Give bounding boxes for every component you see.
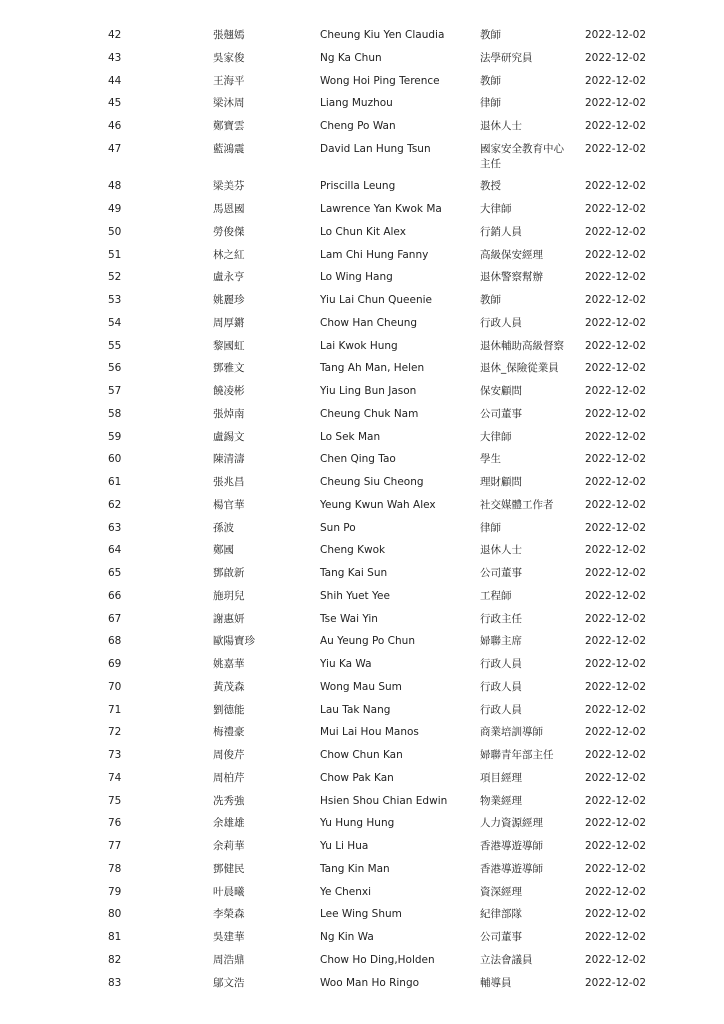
signed-date: 2022-12-02 [585, 749, 647, 761]
table-row [0, 835, 724, 858]
signed-date: 2022-12-02 [585, 316, 647, 329]
position-title: 退休輔助高級督察 [480, 339, 564, 352]
position-title: 紀律部隊 [480, 908, 522, 921]
position-title: 公司董事 [480, 567, 522, 579]
row-number: 65 [108, 567, 122, 579]
position-title: 律師 [480, 97, 501, 110]
position-title: 社交媒體工作者 [480, 498, 554, 511]
signed-date: 2022-12-02 [585, 521, 647, 534]
row-number: 79 [108, 885, 122, 898]
signed-date: 2022-12-02 [585, 635, 647, 648]
english-name: Yu Hung Hung [320, 817, 395, 830]
chinese-name: 叶晨曦 [213, 885, 245, 898]
chinese-name: 楊官華 [213, 498, 245, 511]
row-number: 49 [108, 203, 122, 215]
row-number: 82 [108, 953, 122, 966]
signed-date: 2022-12-02 [585, 120, 647, 132]
position-title: 學生 [480, 453, 501, 466]
english-name: Tang Kai Sun [320, 567, 388, 579]
chinese-name: 黎國虹 [213, 339, 245, 352]
table-row [0, 448, 724, 471]
table-row [0, 312, 724, 335]
position-title: 物業經理 [480, 794, 522, 807]
table-row [0, 539, 724, 562]
row-number: 81 [108, 931, 122, 943]
table-row [0, 949, 724, 972]
position-title: 行政人員 [480, 680, 522, 693]
english-name: Yiu Lai Chun Queenie [320, 294, 432, 306]
signed-date: 2022-12-02 [585, 612, 647, 625]
position-title: 婦聯主席 [480, 635, 522, 648]
chinese-name: 張兆昌 [213, 476, 245, 488]
position-title: 大律師 [480, 203, 512, 215]
row-number: 55 [108, 339, 122, 352]
table-row [0, 494, 724, 517]
row-number: 62 [108, 498, 122, 511]
position-title: 行政人員 [480, 316, 522, 329]
english-name: Cheung Siu Cheong [320, 476, 424, 488]
signed-date: 2022-12-02 [585, 794, 647, 807]
position-title: 工程師 [480, 589, 512, 602]
signed-date: 2022-12-02 [585, 476, 647, 488]
table-row [0, 812, 724, 835]
row-number: 68 [108, 635, 122, 648]
position-title: 退休人士 [480, 544, 522, 557]
table-row [0, 630, 724, 653]
position-title: 婦聯青年部主任 [480, 749, 554, 761]
table-row [0, 790, 724, 813]
english-name: Chow Chun Kan [320, 749, 403, 761]
table-row [0, 138, 724, 176]
position-title: 教授 [480, 180, 501, 193]
table-row [0, 972, 724, 995]
english-name: Chow Pak Kan [320, 771, 394, 784]
position-title: 保安顧問 [480, 385, 522, 397]
signed-date: 2022-12-02 [585, 385, 647, 397]
row-number: 75 [108, 794, 122, 807]
english-name: Yiu Ling Bun Jason [320, 385, 417, 397]
row-number: 57 [108, 385, 122, 397]
chinese-name: 鄔文浩 [213, 976, 245, 989]
signed-date: 2022-12-02 [585, 976, 647, 989]
chinese-name: 吳建華 [213, 931, 245, 943]
table-row [0, 92, 724, 115]
signed-date: 2022-12-02 [585, 885, 647, 898]
signed-date: 2022-12-02 [585, 362, 647, 375]
row-number: 58 [108, 407, 122, 420]
english-name: Lo Chun Kit Alex [320, 225, 406, 238]
table-row [0, 24, 724, 47]
english-name: Cheung Kiu Yen Claudia [320, 29, 445, 41]
row-number: 54 [108, 316, 122, 329]
row-number: 80 [108, 908, 122, 921]
position-title: 項目經理 [480, 771, 522, 784]
table-row [0, 562, 724, 585]
row-number: 78 [108, 862, 122, 875]
chinese-name: 饒凌彬 [213, 385, 245, 397]
table-row [0, 175, 724, 198]
position-title: 立法會議員 [480, 953, 533, 966]
table-row [0, 335, 724, 358]
table-row [0, 585, 724, 608]
position-title: 教師 [480, 74, 501, 87]
chinese-name: 施玥兒 [213, 589, 245, 602]
chinese-name: 梁美芬 [213, 180, 245, 193]
signed-date: 2022-12-02 [585, 225, 647, 238]
position-title: 退休_保險從業員 [480, 362, 559, 375]
chinese-name: 周浩鼎 [213, 953, 245, 966]
english-name: Liang Muzhou [320, 97, 393, 110]
table-row [0, 289, 724, 312]
signed-date: 2022-12-02 [585, 74, 647, 87]
signed-date: 2022-12-02 [585, 51, 647, 64]
chinese-name: 陳清濤 [213, 453, 245, 466]
row-number: 48 [108, 180, 122, 193]
english-name: Wong Hoi Ping Terence [320, 74, 440, 87]
row-number: 83 [108, 976, 122, 989]
signed-date: 2022-12-02 [585, 142, 647, 155]
english-name: Tse Wai Yin [320, 612, 378, 625]
signatory-table [0, 24, 724, 994]
chinese-name: 藍鴻震 [213, 142, 245, 155]
chinese-name: 周俊芹 [213, 749, 245, 761]
table-row [0, 517, 724, 540]
table-row [0, 403, 724, 426]
signed-date: 2022-12-02 [585, 544, 647, 557]
signed-date: 2022-12-02 [585, 294, 647, 306]
english-name: Hsien Shou Chian Edwin [320, 794, 448, 807]
english-name: Yiu Ka Wa [320, 658, 372, 670]
signed-date: 2022-12-02 [585, 97, 647, 110]
chinese-name: 張翹嫣 [213, 29, 245, 41]
table-row [0, 221, 724, 244]
position-title: 教師 [480, 294, 501, 306]
chinese-name: 梅禮豪 [213, 726, 245, 739]
signed-date: 2022-12-02 [585, 953, 647, 966]
chinese-name: 姚嘉華 [213, 658, 245, 670]
position-title: 退休人士 [480, 120, 522, 132]
signed-date: 2022-12-02 [585, 771, 647, 784]
signed-date: 2022-12-02 [585, 908, 647, 921]
row-number: 74 [108, 771, 122, 784]
row-number: 73 [108, 749, 122, 761]
table-row [0, 653, 724, 676]
row-number: 46 [108, 120, 122, 132]
table-row [0, 426, 724, 449]
english-name: Chen Qing Tao [320, 453, 396, 466]
signed-date: 2022-12-02 [585, 407, 647, 420]
row-number: 64 [108, 544, 122, 557]
row-number: 61 [108, 476, 122, 488]
chinese-name: 鄭寶雲 [213, 120, 245, 132]
chinese-name: 馬恩國 [213, 203, 245, 215]
english-name: Tang Kin Man [320, 862, 390, 875]
signed-date: 2022-12-02 [585, 271, 647, 284]
english-name: Wong Mau Sum [320, 680, 402, 693]
table-row [0, 115, 724, 138]
table-row [0, 721, 724, 744]
signed-date: 2022-12-02 [585, 817, 647, 830]
position-title: 教師 [480, 29, 501, 41]
chinese-name: 鄭國 [213, 544, 234, 557]
english-name: Chow Han Cheung [320, 316, 418, 329]
chinese-name: 冼秀強 [213, 794, 245, 807]
row-number: 63 [108, 521, 122, 534]
row-number: 51 [108, 248, 122, 261]
position-title: 國家安全教育中心主任 [480, 142, 564, 170]
english-name: Chow Ho Ding,Holden [320, 953, 435, 966]
signed-date: 2022-12-02 [585, 453, 647, 466]
english-name: Lam Chi Hung Fanny [320, 248, 429, 261]
row-number: 47 [108, 142, 122, 155]
table-row [0, 767, 724, 790]
english-name: Cheng Po Wan [320, 120, 396, 132]
chinese-name: 鄧啟新 [213, 567, 245, 579]
english-name: Au Yeung Po Chun [320, 635, 415, 648]
english-name: Lai Kwok Hung [320, 339, 398, 352]
english-name: Tang Ah Man, Helen [320, 362, 425, 375]
position-title: 行政主任 [480, 612, 522, 625]
english-name: Lawrence Yan Kwok Ma [320, 203, 442, 215]
chinese-name: 勞俊傑 [213, 225, 245, 238]
english-name: Priscilla Leung [320, 180, 396, 193]
table-row [0, 881, 724, 904]
signed-date: 2022-12-02 [585, 430, 647, 443]
chinese-name: 周柏芹 [213, 771, 245, 784]
row-number: 44 [108, 74, 122, 87]
chinese-name: 孫波 [213, 521, 234, 534]
position-title: 律師 [480, 521, 501, 534]
signed-date: 2022-12-02 [585, 567, 647, 579]
row-number: 67 [108, 612, 122, 625]
table-row [0, 47, 724, 70]
row-number: 59 [108, 430, 122, 443]
signed-date: 2022-12-02 [585, 180, 647, 193]
chinese-name: 吳家俊 [213, 51, 245, 64]
table-row [0, 357, 724, 380]
position-title: 人力資源經理 [480, 817, 543, 830]
position-title: 行政人員 [480, 658, 522, 670]
signed-date: 2022-12-02 [585, 840, 647, 852]
row-number: 76 [108, 817, 122, 830]
position-title: 法學研究員 [480, 51, 533, 64]
english-name: David Lan Hung Tsun [320, 142, 431, 155]
chinese-name: 梁沐周 [213, 97, 245, 110]
signed-date: 2022-12-02 [585, 680, 647, 693]
row-number: 60 [108, 453, 122, 466]
english-name: Yeung Kwun Wah Alex [320, 498, 436, 511]
signed-date: 2022-12-02 [585, 862, 647, 875]
table-row [0, 608, 724, 631]
english-name: Lau Tak Nang [320, 703, 391, 716]
english-name: Lo Wing Hang [320, 271, 393, 284]
row-number: 69 [108, 658, 122, 670]
signed-date: 2022-12-02 [585, 248, 647, 261]
english-name: Ng Ka Chun [320, 51, 382, 64]
signed-date: 2022-12-02 [585, 658, 647, 670]
row-number: 50 [108, 225, 122, 238]
table-row [0, 70, 724, 93]
row-number: 56 [108, 362, 122, 375]
row-number: 52 [108, 271, 122, 284]
chinese-name: 鄧健民 [213, 862, 245, 875]
chinese-name: 王海平 [213, 74, 245, 87]
chinese-name: 周厚鏘 [213, 316, 245, 329]
chinese-name: 鄧雅文 [213, 362, 245, 375]
row-number: 66 [108, 589, 122, 602]
position-title: 退休警察幫辦 [480, 271, 543, 284]
chinese-name: 余莉華 [213, 840, 245, 852]
english-name: Lee Wing Shum [320, 908, 402, 921]
position-title: 理財顧問 [480, 476, 522, 488]
row-number: 42 [108, 29, 122, 41]
row-number: 43 [108, 51, 122, 64]
position-title: 公司董事 [480, 407, 522, 420]
english-name: Mui Lai Hou Manos [320, 726, 419, 739]
table-row [0, 744, 724, 767]
row-number: 71 [108, 703, 122, 716]
chinese-name: 歐陽寶珍 [213, 635, 255, 648]
chinese-name: 盧錫文 [213, 430, 245, 443]
table-row [0, 699, 724, 722]
english-name: Sun Po [320, 521, 356, 534]
position-title: 資深經理 [480, 885, 522, 898]
english-name: Cheung Chuk Nam [320, 407, 419, 420]
english-name: Shih Yuet Yee [320, 589, 390, 602]
position-title: 公司董事 [480, 931, 522, 943]
signed-date: 2022-12-02 [585, 703, 647, 716]
signed-date: 2022-12-02 [585, 339, 647, 352]
row-number: 53 [108, 294, 122, 306]
chinese-name: 張焯南 [213, 407, 245, 420]
chinese-name: 林之紅 [213, 248, 245, 261]
table-row [0, 198, 724, 221]
signed-date: 2022-12-02 [585, 203, 647, 215]
row-number: 70 [108, 680, 122, 693]
chinese-name: 謝惠妍 [213, 612, 245, 625]
chinese-name: 黃茂森 [213, 680, 245, 693]
position-title: 大律師 [480, 430, 512, 443]
position-title: 香港導遊導師 [480, 840, 543, 852]
table-row [0, 858, 724, 881]
signed-date: 2022-12-02 [585, 931, 647, 943]
position-title: 香港導遊導師 [480, 862, 543, 875]
english-name: Yu Li Hua [320, 840, 369, 852]
position-title: 行銷人員 [480, 225, 522, 238]
signed-date: 2022-12-02 [585, 498, 647, 511]
table-row [0, 244, 724, 267]
row-number: 45 [108, 97, 122, 110]
signed-date: 2022-12-02 [585, 29, 647, 41]
chinese-name: 姚麗珍 [213, 294, 245, 306]
position-title: 商業培訓導師 [480, 726, 543, 739]
english-name: Ye Chenxi [320, 885, 372, 898]
signed-date: 2022-12-02 [585, 589, 647, 602]
english-name: Ng Kin Wa [320, 931, 374, 943]
table-row [0, 471, 724, 494]
table-row [0, 926, 724, 949]
position-title: 高級保安經理 [480, 248, 543, 261]
chinese-name: 盧永亨 [213, 271, 245, 284]
row-number: 77 [108, 840, 122, 852]
table-row [0, 380, 724, 403]
signed-date: 2022-12-02 [585, 726, 647, 739]
position-title: 行政人員 [480, 703, 522, 716]
position-title: 輔導員 [480, 976, 512, 989]
table-row [0, 903, 724, 926]
chinese-name: 劉德能 [213, 703, 245, 716]
english-name: Cheng Kwok [320, 544, 386, 557]
chinese-name: 余雄雄 [213, 817, 245, 830]
english-name: Woo Man Ho Ringo [320, 976, 420, 989]
table-row [0, 676, 724, 699]
english-name: Lo Sek Man [320, 430, 381, 443]
table-row [0, 266, 724, 289]
chinese-name: 李榮森 [213, 908, 245, 921]
row-number: 72 [108, 726, 122, 739]
